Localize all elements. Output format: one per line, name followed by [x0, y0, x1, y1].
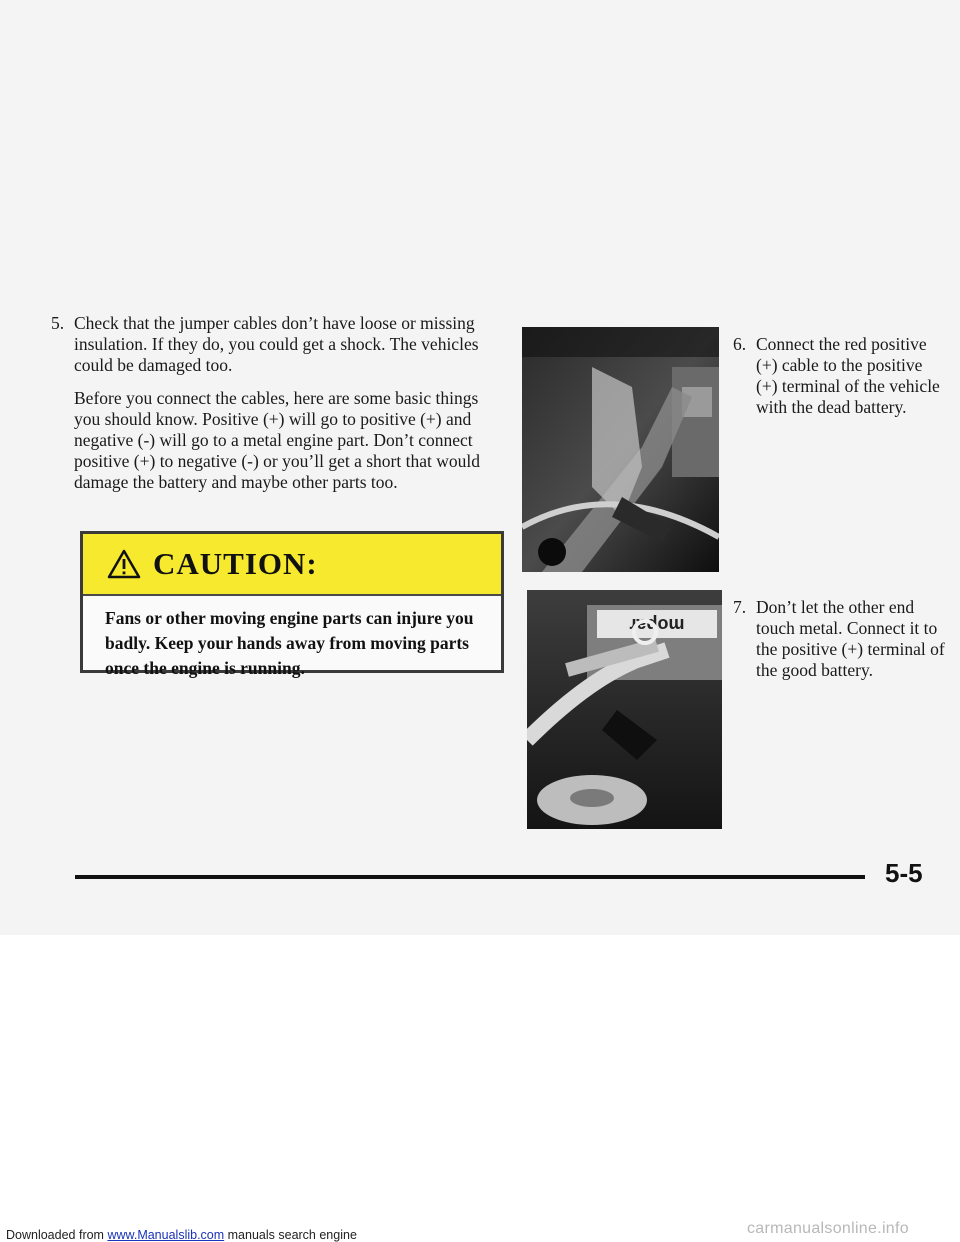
footer-rule [75, 875, 865, 879]
step-number: 7. [733, 597, 747, 617]
caution-title: CAUTION: [153, 546, 318, 581]
step-7 [733, 597, 948, 681]
jumper-cable-photo-good-battery [527, 590, 722, 829]
footer-prefix: Downloaded from [6, 1228, 108, 1242]
step-number: 5. [51, 313, 65, 333]
step-7-text: Don’t let the other end touch metal. Connect it to the positive (+) terminal of the good battery. [756, 597, 945, 680]
caution-text: Fans or other moving engine parts can injure you badly. Keep your hands away from moving parts once the engine is running. [105, 608, 474, 678]
step-5-note: Before you connect the cables, here are some basic things you should know. Positive (+) will go to positive (+) and negative (-) will go to a metal engine part. Don’t connect positive (+) to negative (-) or you’ll get a short that would damage the battery and maybe other parts too. [74, 388, 480, 492]
jumper-cable-photo-dead-battery [522, 327, 719, 572]
footer-suffix: manuals search engine [224, 1228, 357, 1242]
caution-header [83, 534, 501, 596]
step-6-text: Connect the red positive (+) cable to the positive (+) terminal of the vehicle with the dead battery. [756, 334, 940, 417]
manualslib-link[interactable]: www.Manualslib.com [107, 1228, 225, 1242]
download-footer [6, 1228, 357, 1242]
battery-brand-label: mopar [629, 615, 685, 635]
page-number: 5-5 [885, 858, 923, 888]
step-5-text: Check that the jumper cables don’t have loose or missing insulation. If they do, you could get a shock. The vehicles could be damaged too. [74, 313, 479, 375]
watermark-text: carmanualsonline.info [747, 1220, 909, 1237]
step-6 [733, 334, 948, 418]
caution-box [80, 531, 504, 678]
warning-triangle-icon [107, 549, 141, 579]
step-5 [51, 313, 506, 493]
step-number: 6. [733, 334, 747, 354]
